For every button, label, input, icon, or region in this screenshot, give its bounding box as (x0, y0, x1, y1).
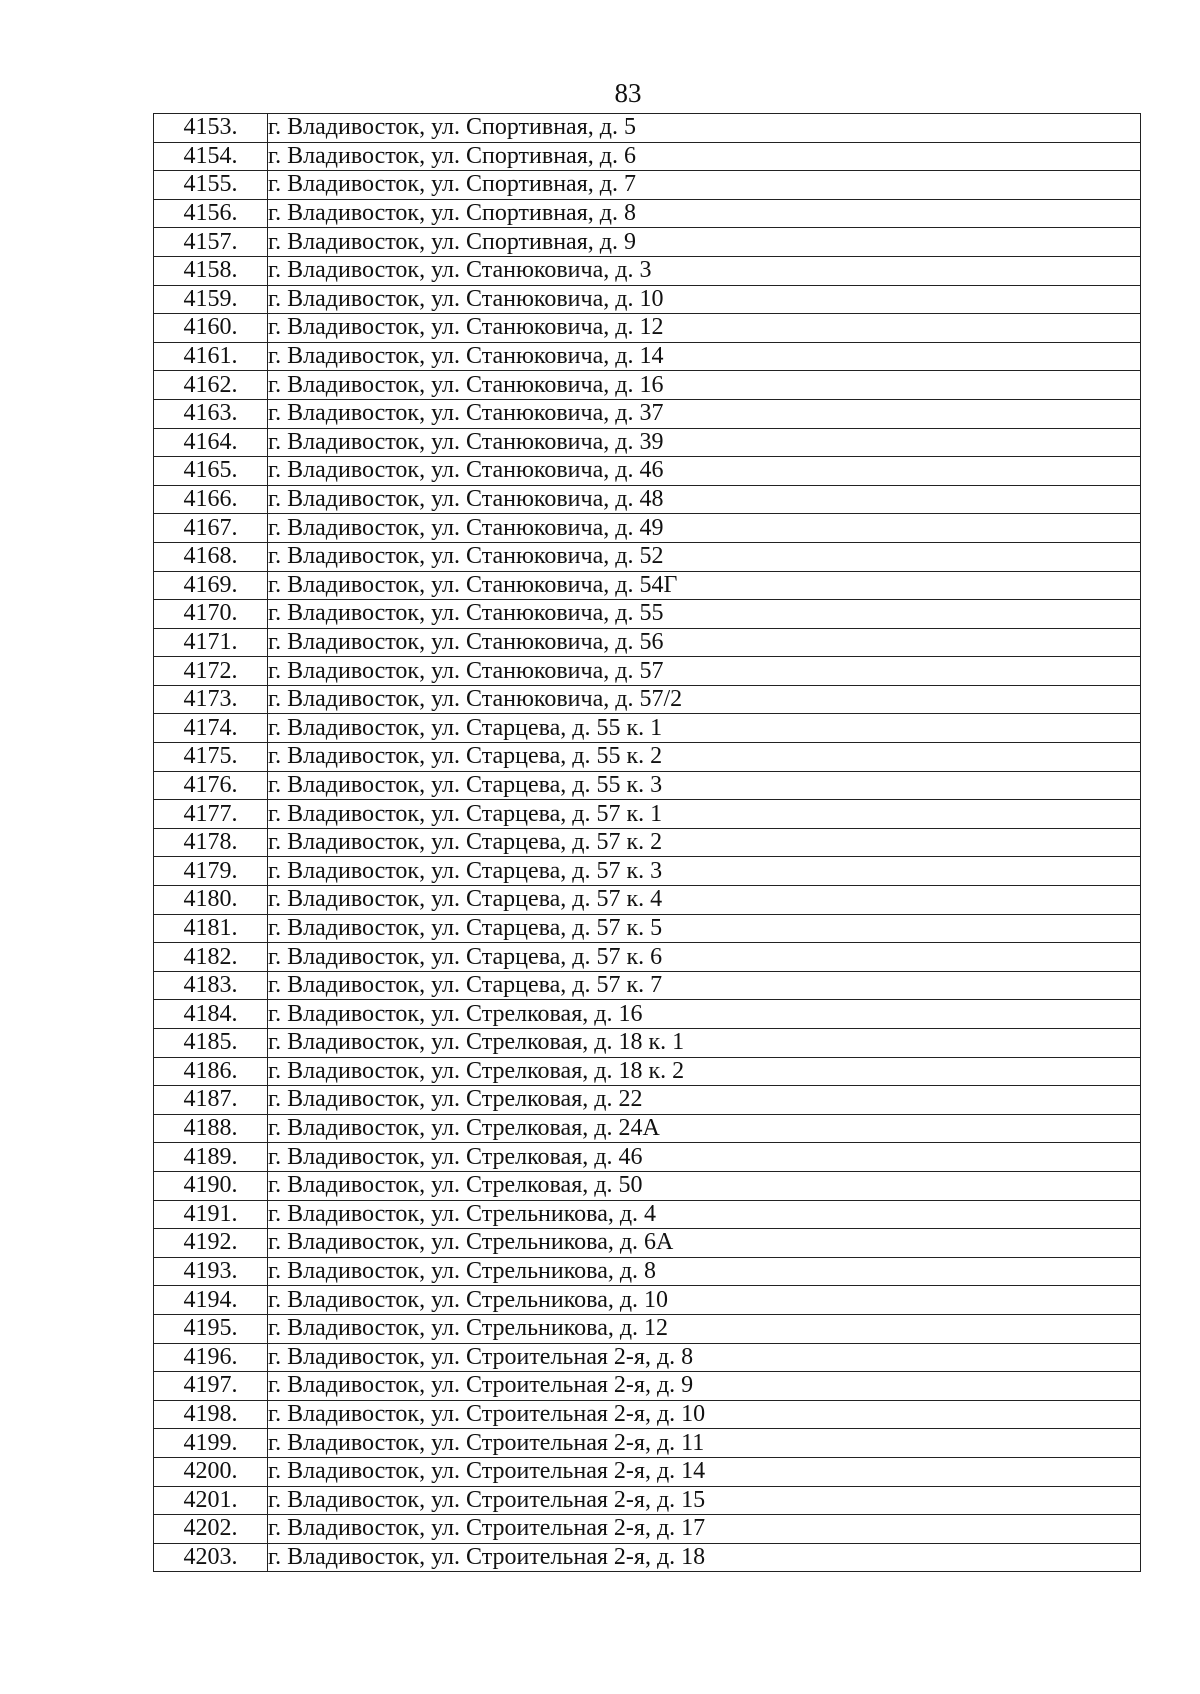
table-row (154, 1257, 1141, 1286)
table-row (154, 857, 1141, 886)
row-number-cell: 4173. (154, 685, 268, 714)
address-cell: г. Владивосток, ул. Стрельникова, д. 6А (268, 1229, 1141, 1258)
table-row (154, 399, 1141, 428)
address-cell: г. Владивосток, ул. Стрелковая, д. 16 (268, 1000, 1141, 1029)
row-number-cell: 4156. (154, 199, 268, 228)
table-row (154, 1229, 1141, 1258)
address-cell: г. Владивосток, ул. Стрелковая, д. 22 (268, 1086, 1141, 1115)
table-row (154, 600, 1141, 629)
table-row (154, 514, 1141, 543)
address-cell: г. Владивосток, ул. Спортивная, д. 8 (268, 199, 1141, 228)
row-number-cell: 4178. (154, 828, 268, 857)
row-number-cell: 4169. (154, 571, 268, 600)
row-number-cell: 4200. (154, 1457, 268, 1486)
address-cell: г. Владивосток, ул. Стрельникова, д. 10 (268, 1286, 1141, 1315)
row-number-cell: 4189. (154, 1143, 268, 1172)
table-row (154, 628, 1141, 657)
address-cell: г. Владивосток, ул. Станюковича, д. 46 (268, 457, 1141, 486)
address-cell: г. Владивосток, ул. Станюковича, д. 16 (268, 371, 1141, 400)
row-number-cell: 4182. (154, 943, 268, 972)
row-number-cell: 4181. (154, 914, 268, 943)
address-cell: г. Владивосток, ул. Стрелковая, д. 24А (268, 1114, 1141, 1143)
table-row (154, 828, 1141, 857)
address-cell: г. Владивосток, ул. Старцева, д. 57 к. 4 (268, 886, 1141, 915)
table-row (154, 542, 1141, 571)
address-cell: г. Владивосток, ул. Станюковича, д. 39 (268, 428, 1141, 457)
address-cell: г. Владивосток, ул. Стрелковая, д. 46 (268, 1143, 1141, 1172)
table-row (154, 1543, 1141, 1572)
table-row (154, 657, 1141, 686)
table-row (154, 1143, 1141, 1172)
row-number-cell: 4155. (154, 171, 268, 200)
address-cell: г. Владивосток, ул. Станюковича, д. 55 (268, 600, 1141, 629)
table-row (154, 886, 1141, 915)
address-cell: г. Владивосток, ул. Строительная 2-я, д. 9 (268, 1372, 1141, 1401)
row-number-cell: 4153. (154, 114, 268, 143)
table-row (154, 743, 1141, 772)
address-cell: г. Владивосток, ул. Старцева, д. 57 к. 3 (268, 857, 1141, 886)
table-row (154, 1029, 1141, 1058)
address-cell: г. Владивосток, ул. Станюковича, д. 14 (268, 342, 1141, 371)
address-cell: г. Владивосток, ул. Стрелковая, д. 18 к. 2 (268, 1057, 1141, 1086)
table-row (154, 371, 1141, 400)
row-number-cell: 4166. (154, 485, 268, 514)
row-number-cell: 4184. (154, 1000, 268, 1029)
table-row (154, 228, 1141, 257)
row-number-cell: 4164. (154, 428, 268, 457)
row-number-cell: 4186. (154, 1057, 268, 1086)
row-number-cell: 4168. (154, 542, 268, 571)
table-row (154, 1372, 1141, 1401)
address-cell: г. Владивосток, ул. Станюковича, д. 48 (268, 485, 1141, 514)
address-cell: г. Владивосток, ул. Стрельникова, д. 4 (268, 1200, 1141, 1229)
address-cell: г. Владивосток, ул. Старцева, д. 57 к. 6 (268, 943, 1141, 972)
table-row (154, 1114, 1141, 1143)
address-cell: г. Владивосток, ул. Станюковича, д. 57/2 (268, 685, 1141, 714)
row-number-cell: 4188. (154, 1114, 268, 1143)
table-row (154, 971, 1141, 1000)
table-row (154, 457, 1141, 486)
row-number-cell: 4197. (154, 1372, 268, 1401)
table-row (154, 199, 1141, 228)
row-number-cell: 4157. (154, 228, 268, 257)
address-cell: г. Владивосток, ул. Спортивная, д. 9 (268, 228, 1141, 257)
page-number: 83 (614, 78, 642, 108)
address-cell: г. Владивосток, ул. Станюковича, д. 56 (268, 628, 1141, 657)
address-cell: г. Владивосток, ул. Старцева, д. 57 к. 1 (268, 800, 1141, 829)
address-cell: г. Владивосток, ул. Старцева, д. 55 к. 2 (268, 743, 1141, 772)
table-row (154, 256, 1141, 285)
table-row (154, 800, 1141, 829)
row-number-cell: 4203. (154, 1543, 268, 1572)
table-row (154, 1429, 1141, 1458)
table-row (154, 285, 1141, 314)
row-number-cell: 4171. (154, 628, 268, 657)
row-number-cell: 4175. (154, 743, 268, 772)
address-cell: г. Владивосток, ул. Старцева, д. 57 к. 2 (268, 828, 1141, 857)
row-number-cell: 4194. (154, 1286, 268, 1315)
table-row (154, 428, 1141, 457)
table-row (154, 1200, 1141, 1229)
address-cell: г. Владивосток, ул. Старцева, д. 55 к. 3 (268, 771, 1141, 800)
table-row (154, 914, 1141, 943)
address-cell: г. Владивосток, ул. Строительная 2-я, д. 8 (268, 1343, 1141, 1372)
table-row (154, 1343, 1141, 1372)
row-number-cell: 4161. (154, 342, 268, 371)
table-row (154, 1314, 1141, 1343)
address-cell: г. Владивосток, ул. Станюковича, д. 37 (268, 399, 1141, 428)
row-number-cell: 4179. (154, 857, 268, 886)
address-cell: г. Владивосток, ул. Стрелковая, д. 50 (268, 1171, 1141, 1200)
table-row (154, 1086, 1141, 1115)
row-number-cell: 4165. (154, 457, 268, 486)
table-row (154, 314, 1141, 343)
table-row (154, 714, 1141, 743)
address-table-body (154, 114, 1141, 1572)
row-number-cell: 4198. (154, 1400, 268, 1429)
row-number-cell: 4172. (154, 657, 268, 686)
address-cell: г. Владивосток, ул. Строительная 2-я, д. 14 (268, 1457, 1141, 1486)
table-row (154, 1000, 1141, 1029)
address-cell: г. Владивосток, ул. Старцева, д. 57 к. 5 (268, 914, 1141, 943)
address-cell: г. Владивосток, ул. Строительная 2-я, д. 15 (268, 1486, 1141, 1515)
row-number-cell: 4190. (154, 1171, 268, 1200)
table-row (154, 943, 1141, 972)
row-number-cell: 4199. (154, 1429, 268, 1458)
table-row (154, 142, 1141, 171)
row-number-cell: 4154. (154, 142, 268, 171)
address-cell: г. Владивосток, ул. Стрелковая, д. 18 к. 1 (268, 1029, 1141, 1058)
row-number-cell: 4192. (154, 1229, 268, 1258)
address-cell: г. Владивосток, ул. Спортивная, д. 5 (268, 114, 1141, 143)
address-cell: г. Владивосток, ул. Строительная 2-я, д. 10 (268, 1400, 1141, 1429)
table-row (154, 1457, 1141, 1486)
row-number-cell: 4196. (154, 1343, 268, 1372)
row-number-cell: 4180. (154, 886, 268, 915)
row-number-cell: 4158. (154, 256, 268, 285)
address-cell: г. Владивосток, ул. Старцева, д. 57 к. 7 (268, 971, 1141, 1000)
table-row (154, 1400, 1141, 1429)
row-number-cell: 4183. (154, 971, 268, 1000)
row-number-cell: 4162. (154, 371, 268, 400)
row-number-cell: 4174. (154, 714, 268, 743)
table-row (154, 1515, 1141, 1544)
table-row (154, 485, 1141, 514)
row-number-cell: 4195. (154, 1314, 268, 1343)
table-row (154, 1286, 1141, 1315)
row-number-cell: 4163. (154, 399, 268, 428)
table-row (154, 771, 1141, 800)
address-table (153, 113, 1141, 1572)
address-cell: г. Владивосток, ул. Спортивная, д. 7 (268, 171, 1141, 200)
table-row (154, 342, 1141, 371)
address-cell: г. Владивосток, ул. Станюковича, д. 54Г (268, 571, 1141, 600)
table-row (154, 1171, 1141, 1200)
address-cell: г. Владивосток, ул. Стрельникова, д. 8 (268, 1257, 1141, 1286)
address-cell: г. Владивосток, ул. Станюковича, д. 12 (268, 314, 1141, 343)
row-number-cell: 4176. (154, 771, 268, 800)
row-number-cell: 4177. (154, 800, 268, 829)
address-cell: г. Владивосток, ул. Станюковича, д. 10 (268, 285, 1141, 314)
address-cell: г. Владивосток, ул. Строительная 2-я, д. 11 (268, 1429, 1141, 1458)
row-number-cell: 4159. (154, 285, 268, 314)
address-cell: г. Владивосток, ул. Станюковича, д. 57 (268, 657, 1141, 686)
table-row (154, 685, 1141, 714)
table-row (154, 171, 1141, 200)
address-cell: г. Владивосток, ул. Спортивная, д. 6 (268, 142, 1141, 171)
row-number-cell: 4202. (154, 1515, 268, 1544)
row-number-cell: 4201. (154, 1486, 268, 1515)
row-number-cell: 4191. (154, 1200, 268, 1229)
row-number-cell: 4160. (154, 314, 268, 343)
row-number-cell: 4185. (154, 1029, 268, 1058)
address-cell: г. Владивосток, ул. Старцева, д. 55 к. 1 (268, 714, 1141, 743)
address-cell: г. Владивосток, ул. Станюковича, д. 3 (268, 256, 1141, 285)
row-number-cell: 4193. (154, 1257, 268, 1286)
address-cell: г. Владивосток, ул. Стрельникова, д. 12 (268, 1314, 1141, 1343)
address-cell: г. Владивосток, ул. Станюковича, д. 49 (268, 514, 1141, 543)
address-cell: г. Владивосток, ул. Строительная 2-я, д. 18 (268, 1543, 1141, 1572)
row-number-cell: 4187. (154, 1086, 268, 1115)
row-number-cell: 4170. (154, 600, 268, 629)
address-cell: г. Владивосток, ул. Станюковича, д. 52 (268, 542, 1141, 571)
table-row (154, 1486, 1141, 1515)
row-number-cell: 4167. (154, 514, 268, 543)
table-row (154, 1057, 1141, 1086)
table-row (154, 571, 1141, 600)
address-cell: г. Владивосток, ул. Строительная 2-я, д. 17 (268, 1515, 1141, 1544)
table-row (154, 114, 1141, 143)
